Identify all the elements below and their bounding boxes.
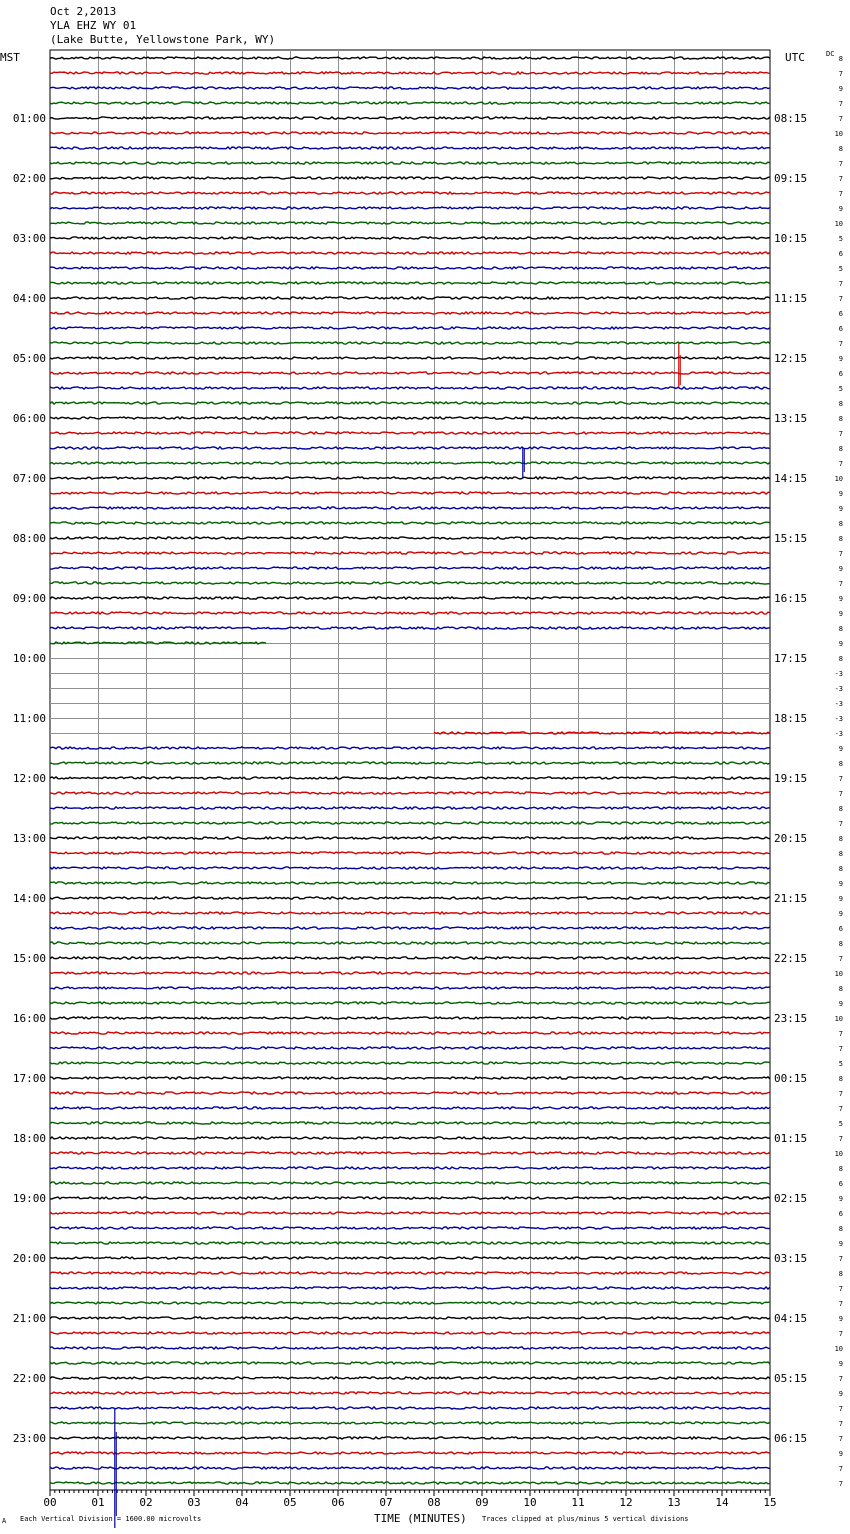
mst-hour-label: 09:00 (12, 592, 46, 605)
dc-offset-value: 8 (838, 805, 843, 813)
seismic-trace (50, 987, 770, 989)
seismic-trace (50, 1452, 770, 1454)
dc-offset-value: 8 (838, 865, 843, 873)
utc-hour-label: 14:15 (774, 472, 808, 485)
dc-offset-value: 6 (838, 925, 843, 933)
mst-hour-label: 19:00 (12, 1192, 46, 1205)
mst-hour-label: 07:00 (12, 472, 46, 485)
x-tick-label: 01 (91, 1496, 105, 1509)
dc-offset-value: 9 (838, 910, 843, 918)
seismic-trace (50, 912, 770, 914)
utc-hour-label: 00:15 (774, 1072, 808, 1085)
dc-offset-value: 7 (838, 100, 843, 108)
utc-hour-label: 17:15 (774, 652, 808, 665)
seismic-trace (50, 387, 770, 389)
seismic-trace (50, 1077, 770, 1079)
dc-offset-value: 10 (834, 220, 843, 228)
dc-offset-value: 8 (838, 445, 843, 453)
x-tick-label: 15 (763, 1496, 777, 1509)
seismic-trace (50, 297, 770, 299)
seismic-trace (50, 1227, 770, 1229)
dc-offset-value: 7 (838, 1090, 843, 1098)
dc-offset-value: 9 (838, 610, 843, 618)
dc-offset-value: 10 (834, 1015, 843, 1023)
dc-offset-value: 8 (838, 145, 843, 153)
dc-offset-value: 9 (838, 895, 843, 903)
dc-offset-value: 9 (838, 745, 843, 753)
dc-offset-value: 8 (838, 400, 843, 408)
seismic-trace (50, 1302, 770, 1304)
utc-hour-label: 13:15 (774, 412, 808, 425)
seismic-trace (50, 1167, 770, 1169)
seismic-trace (50, 1137, 770, 1139)
seismic-trace (50, 462, 770, 464)
utc-hour-label: 02:15 (774, 1192, 808, 1205)
seismic-trace (50, 1362, 770, 1364)
seismic-trace (50, 327, 770, 329)
dc-offset-value: 7 (838, 295, 843, 303)
utc-hour-label: 06:15 (774, 1432, 808, 1445)
seismic-trace (50, 312, 770, 314)
dc-offset-value: 9 (838, 595, 843, 603)
x-tick-label: 11 (571, 1496, 585, 1509)
mst-hour-label: 16:00 (12, 1012, 46, 1025)
x-tick-label: 09 (475, 1496, 489, 1509)
dc-offset-value: 7 (838, 955, 843, 963)
mst-hour-label: 22:00 (12, 1372, 46, 1385)
x-tick-label: 14 (715, 1496, 729, 1509)
seismic-trace (50, 267, 770, 269)
dc-offset-value: 7 (838, 175, 843, 183)
seismic-trace (50, 612, 770, 614)
dc-offset-value: 9 (838, 640, 843, 648)
mst-hour-label: 12:00 (12, 772, 46, 785)
utc-hour-label: 05:15 (774, 1372, 808, 1385)
dc-offset-value: -3 (834, 670, 843, 678)
mst-hour-label: 08:00 (12, 532, 46, 545)
seismic-trace (50, 1062, 770, 1064)
x-tick-label: 06 (331, 1496, 345, 1509)
x-axis-label: TIME (MINUTES) (374, 1512, 467, 1525)
dc-offset-value: 7 (838, 1300, 843, 1308)
utc-hour-label: 20:15 (774, 832, 808, 845)
dc-offset-value: 7 (838, 280, 843, 288)
seismic-trace (50, 957, 770, 959)
footer-marker: A (2, 1517, 7, 1525)
dc-offset-value: 8 (838, 835, 843, 843)
dc-offset-value: 5 (838, 235, 843, 243)
dc-offset-value: 7 (838, 1105, 843, 1113)
mst-hour-label: 17:00 (12, 1072, 46, 1085)
dc-offset-value: 7 (838, 775, 843, 783)
seismic-trace (50, 852, 770, 854)
mst-hour-label: 02:00 (12, 172, 46, 185)
x-tick-label: 02 (139, 1496, 153, 1509)
right-axis-title: UTC (785, 51, 805, 64)
dc-offset-value: 9 (838, 1240, 843, 1248)
seismic-trace (50, 57, 770, 59)
dc-offset-value: 7 (838, 1255, 843, 1263)
dc-offset-value: 6 (838, 1180, 843, 1188)
utc-hour-label: 15:15 (774, 532, 808, 545)
dc-offset-value: 8 (838, 760, 843, 768)
seismic-trace (50, 492, 770, 494)
seismic-trace (50, 342, 770, 344)
seismic-trace (50, 1197, 770, 1199)
mst-hour-label: 04:00 (12, 292, 46, 305)
seismic-trace (50, 1047, 770, 1049)
dc-offset-value: 7 (838, 160, 843, 168)
mst-hour-label: 20:00 (12, 1252, 46, 1265)
seismic-trace (50, 972, 770, 974)
seismic-trace (50, 597, 770, 599)
dc-offset-value: 7 (838, 1045, 843, 1053)
dc-offset-value: 9 (838, 880, 843, 888)
seismic-trace (50, 927, 770, 929)
dc-offset-value: 8 (838, 535, 843, 543)
mst-hour-label: 06:00 (12, 412, 46, 425)
dc-title: DC (826, 50, 835, 58)
mst-hour-label: 13:00 (12, 832, 46, 845)
mst-hour-label: 03:00 (12, 232, 46, 245)
seismic-trace (50, 1032, 770, 1034)
seismic-trace (50, 192, 770, 194)
dc-offset-value: 9 (838, 1390, 843, 1398)
mst-hour-label: 15:00 (12, 952, 46, 965)
seismic-trace (50, 522, 770, 524)
seismic-trace (50, 357, 770, 359)
dc-offset-value: 10 (834, 1345, 843, 1353)
dc-offset-value: 5 (838, 385, 843, 393)
seismic-trace (50, 177, 770, 179)
dc-offset-value: 7 (838, 1375, 843, 1383)
x-tick-label: 03 (187, 1496, 201, 1509)
dc-offset-value: 7 (838, 1330, 843, 1338)
dc-offset-value: 9 (838, 1195, 843, 1203)
mst-hour-label: 23:00 (12, 1432, 46, 1445)
utc-hour-label: 04:15 (774, 1312, 808, 1325)
dc-offset-value: 7 (838, 1435, 843, 1443)
dc-offset-value: 8 (838, 520, 843, 528)
mst-hour-label: 10:00 (12, 652, 46, 665)
seismic-trace (50, 882, 770, 884)
dc-offset-value: 9 (838, 1360, 843, 1368)
seismic-trace (50, 1212, 770, 1214)
seismic-trace (50, 567, 770, 569)
seismic-trace (50, 282, 770, 284)
dc-offset-value: 9 (838, 205, 843, 213)
x-tick-label: 13 (667, 1496, 681, 1509)
dc-offset-value: 7 (838, 1030, 843, 1038)
station-code: YLA EHZ WY 01 (50, 19, 137, 32)
utc-hour-label: 23:15 (774, 1012, 808, 1025)
dc-offset-value: 7 (838, 820, 843, 828)
mst-hour-label: 05:00 (12, 352, 46, 365)
dc-offset-value: 6 (838, 370, 843, 378)
dc-offset-value: 8 (838, 940, 843, 948)
seismic-trace (50, 147, 770, 149)
dc-offset-value: 7 (838, 70, 843, 78)
dc-offset-value: 7 (838, 580, 843, 588)
dc-offset-value: 7 (838, 1465, 843, 1473)
seismic-trace (50, 867, 770, 869)
dc-offset-value: 6 (838, 1210, 843, 1218)
seismic-trace (50, 432, 770, 434)
mst-hour-label: 14:00 (12, 892, 46, 905)
mst-hour-label: 01:00 (12, 112, 46, 125)
dc-offset-value: 5 (838, 1120, 843, 1128)
seismic-trace (50, 222, 770, 224)
utc-hour-label: 18:15 (774, 712, 808, 725)
seismic-trace (50, 1182, 770, 1184)
seismic-trace (50, 762, 770, 764)
clip-note: Traces clipped at plus/minus 5 vertical divisions (482, 1515, 689, 1523)
dc-offset-value: 10 (834, 475, 843, 483)
x-tick-label: 10 (523, 1496, 537, 1509)
seismic-trace (50, 537, 770, 539)
x-tick-label: 05 (283, 1496, 297, 1509)
seismic-trace (50, 747, 770, 749)
utc-hour-label: 11:15 (774, 292, 808, 305)
x-tick-label: 08 (427, 1496, 441, 1509)
seismic-trace (50, 1407, 770, 1409)
mst-hour-label: 11:00 (12, 712, 46, 725)
mst-hour-label: 21:00 (12, 1312, 46, 1325)
plot-date: Oct 2,2013 (50, 5, 117, 18)
seismic-trace (50, 1482, 770, 1484)
dc-offset-value: -3 (834, 685, 843, 693)
dc-offset-value: 8 (838, 1165, 843, 1173)
seismic-trace (50, 1122, 770, 1124)
dc-offset-value: 8 (838, 55, 843, 63)
dc-offset-value: 6 (838, 325, 843, 333)
dc-offset-value: 6 (838, 250, 843, 258)
dc-offset-value: 10 (834, 970, 843, 978)
scale-note: Each Vertical Division = 1600.00 microvolts (20, 1515, 202, 1523)
utc-hour-label: 16:15 (774, 592, 808, 605)
dc-offset-value: 8 (838, 1225, 843, 1233)
dc-offset-value: 7 (838, 190, 843, 198)
seismic-trace (50, 582, 770, 584)
utc-hour-label: 21:15 (774, 892, 808, 905)
seismic-trace (50, 372, 770, 374)
dc-offset-value: -3 (834, 715, 843, 723)
x-tick-label: 07 (379, 1496, 393, 1509)
seismic-trace (50, 822, 770, 824)
seismic-trace (50, 1347, 770, 1349)
dc-offset-value: 9 (838, 85, 843, 93)
seismic-trace (50, 1092, 770, 1094)
x-tick-label: 04 (235, 1496, 249, 1509)
seismic-trace (50, 402, 770, 404)
dc-offset-value: 7 (838, 1420, 843, 1428)
dc-offset-value: 6 (838, 310, 843, 318)
seismic-trace (50, 1467, 770, 1469)
seismic-trace (50, 1422, 770, 1424)
seismic-trace (50, 942, 770, 944)
dc-offset-value: 5 (838, 265, 843, 273)
dc-offset-value: 7 (838, 115, 843, 123)
seismic-trace (50, 1152, 770, 1154)
seismic-trace (50, 1002, 770, 1004)
dc-offset-value: 9 (838, 505, 843, 513)
seismic-trace (50, 792, 770, 794)
seismic-trace (50, 132, 770, 134)
seismic-trace (50, 417, 770, 419)
seismic-trace (50, 1107, 770, 1109)
seismic-trace (50, 897, 770, 899)
seismic-trace (50, 207, 770, 209)
dc-offset-value: 8 (838, 1075, 843, 1083)
dc-offset-value: 8 (838, 1270, 843, 1278)
seismic-trace (50, 1287, 770, 1289)
left-axis-title: MST (0, 51, 20, 64)
dc-offset-value: 9 (838, 355, 843, 363)
dc-offset-value: 10 (834, 130, 843, 138)
dc-offset-value: 8 (838, 655, 843, 663)
dc-offset-value: 8 (838, 625, 843, 633)
seismic-trace (50, 1272, 770, 1274)
dc-offset-value: 7 (838, 790, 843, 798)
utc-hour-label: 22:15 (774, 952, 808, 965)
seismic-trace (50, 117, 770, 119)
dc-offset-value: 8 (838, 985, 843, 993)
dc-offset-value: 7 (838, 1480, 843, 1488)
seismic-trace (50, 1317, 770, 1319)
station-location: (Lake Butte, Yellowstone Park, WY) (50, 33, 276, 46)
seismic-trace (50, 507, 770, 509)
utc-hour-label: 12:15 (774, 352, 808, 365)
mst-hour-label: 18:00 (12, 1132, 46, 1145)
seismic-trace (50, 102, 770, 104)
utc-hour-label: 19:15 (774, 772, 808, 785)
dc-offset-value: 7 (838, 340, 843, 348)
seismic-trace (50, 1437, 770, 1439)
seismic-trace (50, 477, 770, 479)
utc-hour-label: 01:15 (774, 1132, 808, 1145)
dc-offset-value: 7 (838, 1285, 843, 1293)
dc-offset-value: 8 (838, 415, 843, 423)
x-tick-label: 12 (619, 1496, 633, 1509)
seismic-trace (50, 1242, 770, 1244)
utc-hour-label: 03:15 (774, 1252, 808, 1265)
seismic-trace (50, 777, 770, 779)
dc-offset-value: 7 (838, 550, 843, 558)
seismic-trace (50, 552, 770, 554)
x-tick-label: 00 (43, 1496, 57, 1509)
utc-hour-label: 09:15 (774, 172, 808, 185)
seismic-trace (50, 72, 770, 74)
seismic-trace (50, 837, 770, 839)
seismic-trace (50, 447, 770, 449)
dc-offset-value: 10 (834, 1150, 843, 1158)
seismic-trace (50, 807, 770, 809)
dc-offset-value: -3 (834, 730, 843, 738)
seismic-trace (50, 1257, 770, 1259)
dc-offset-value: 9 (838, 1450, 843, 1458)
dc-offset-value: 9 (838, 1000, 843, 1008)
seismic-trace (50, 1377, 770, 1379)
dc-offset-value: 7 (838, 1405, 843, 1413)
dc-offset-value: -3 (834, 700, 843, 708)
seismic-trace (50, 87, 770, 89)
seismic-trace (50, 1332, 770, 1334)
seismic-trace (50, 237, 770, 239)
dc-offset-value: 9 (838, 490, 843, 498)
seismic-trace (50, 627, 770, 629)
dc-offset-value: 8 (838, 850, 843, 858)
seismic-trace (50, 162, 770, 164)
utc-hour-label: 08:15 (774, 112, 808, 125)
dc-offset-value: 7 (838, 430, 843, 438)
seismic-trace (50, 1017, 770, 1019)
seismic-trace (50, 252, 770, 254)
dc-offset-value: 5 (838, 1060, 843, 1068)
dc-offset-value: 7 (838, 460, 843, 468)
seismic-trace (50, 1392, 770, 1394)
dc-offset-value: 9 (838, 565, 843, 573)
dc-offset-value: 9 (838, 1315, 843, 1323)
dc-offset-value: 7 (838, 1135, 843, 1143)
utc-hour-label: 10:15 (774, 232, 808, 245)
